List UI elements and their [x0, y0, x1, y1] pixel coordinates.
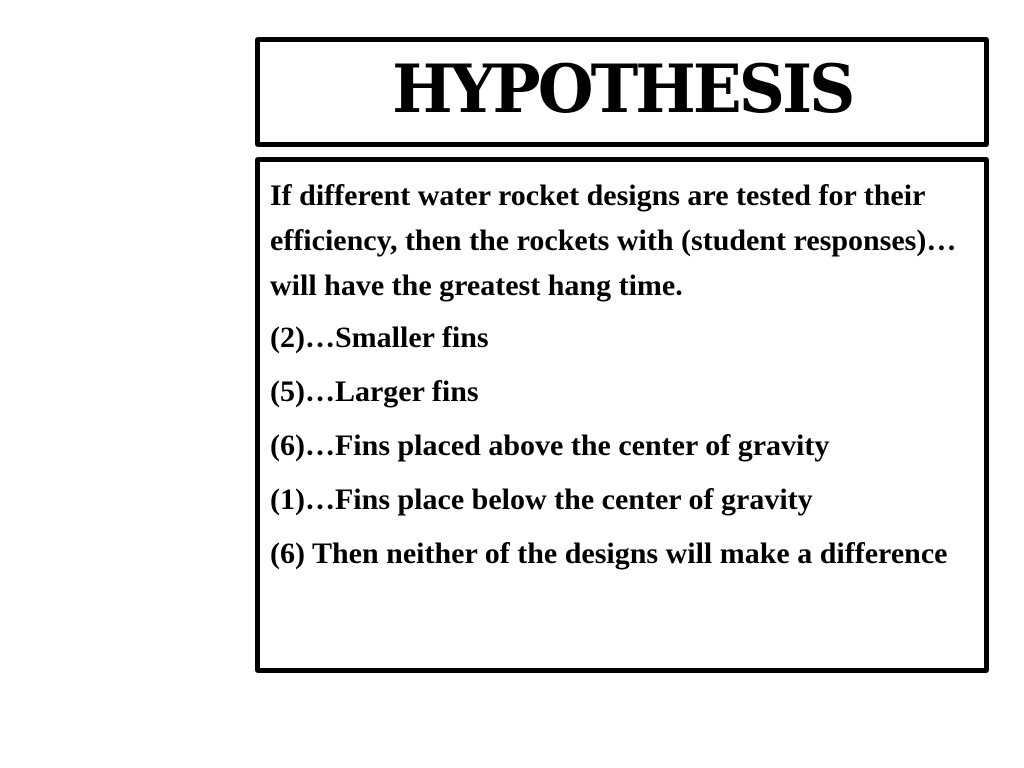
response-item-no-difference: (6) Then neither of the designs will make a difference — [270, 537, 948, 570]
response-item-larger-fins: (5)…Larger fins — [270, 375, 479, 408]
response-item-fins-below-center: (1)…Fins place below the center of gravity — [270, 483, 813, 516]
slide-title: HYPOTHESIS — [391, 50, 853, 128]
response-item-fins-above-center: (6)…Fins placed above the center of gravity — [270, 429, 830, 462]
hypothesis-statement: If different water rocket designs are tested for their efficiency, then the rockets with (student responses)… will have the greatest hang time. — [270, 179, 957, 302]
title-box — [255, 37, 989, 147]
response-item-smaller-fins: (2)…Smaller fins — [270, 321, 489, 354]
hypothesis-content-box — [255, 157, 989, 673]
